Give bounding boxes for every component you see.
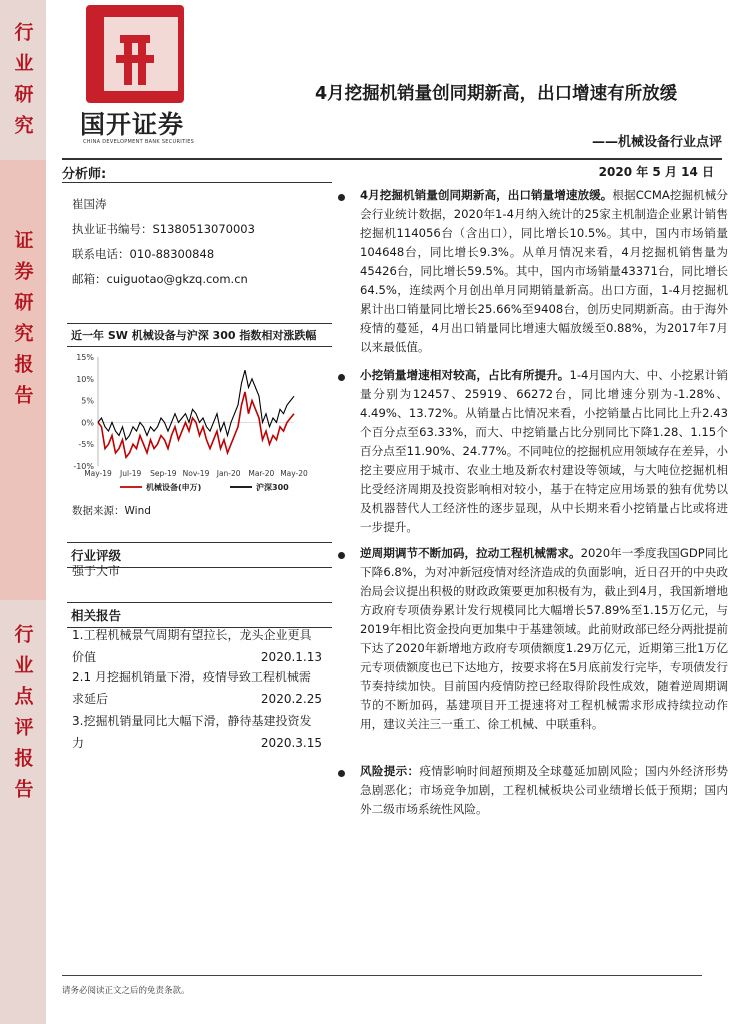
sidebar-middle-label: 证券研究报告 [11,230,34,416]
sidebar-bottom-label: 行业点评报告 [11,624,34,810]
logo-english: CHINA DEVELOPMENT BANK SECURITIES [83,139,195,145]
rating-value: 强于大市 [72,564,121,578]
sidebar [0,0,46,1024]
x-tick-label: Nov-19 [182,469,210,478]
company-logo [80,5,195,155]
sidebar-top-label: 行业研究 [11,22,34,146]
y-tick-label: 0% [81,418,94,428]
sidebar-middle [0,160,46,600]
bullet-text [360,186,728,357]
related-report-date: 2020.2.25 [260,692,322,706]
y-tick-label: 10% [76,374,94,384]
logo-mark-icon [86,5,184,103]
bullet-body: 2020年一季度我国GDP同比下降6.8%，为对冲新冠疫情对经济造成的负面影响，近日召开的中央政治局会议提出积极的财政政策要更加积极有为，截止到4月，我国新增地方政府专项债券累计发行规模同比大幅增长57.89%至1.15万亿元，与2019年相比资金投向更加集中于基建领域。此前财政部已经分两批提前下达了2020年新增地方政府专项债额度1.29万亿元，近期第三批1万亿元专项债额度也已下达地方，按要求将在5月底前发行完毕，专项债发行节奏持续加快。目前国内疫情防控已经取得阶段性成效，随着逆周期调节的不断加码，基建项目开工提速将对工程机械需求形成持续拉动作用，建议关注三一重工、徐工机械、中联重科。 [360,546,728,731]
x-tick-label: May-20 [280,469,308,478]
bullet-text [360,544,728,734]
bullet-body: 根据CCMA挖掘机械分会行业统计数据，2020年1-4月纳入统计的25家主机制造企业累计销售挖掘机114056台（含出口），同比增长10.5%。其中，国内市场销量104648台，同比增长9.3%。从单月情况来看，4月挖掘机销售量为45426台，同比增长59.5%。其中，国内市场销量43371台，同比增长64.5%，连续两个月创出单月同期销量新高。出口方面，1-4月挖掘机累计出口销量同比增长25.66%至9408台，创历史同期新高。由于海外疫情的蔓延，4月出口销量同比增速大幅放缓至0.88%，为2017年7月以来最低值。 [360,188,728,354]
y-tick-label: 5% [81,396,94,406]
related-report-2[interactable] [72,666,322,710]
logo-name: 国开证券 [80,110,185,139]
bullet-heading: 逆周期调节不断加码，拉动工程机械需求。 [360,546,581,560]
x-tick-label: Sep-19 [150,469,177,478]
bullet-dot-icon [338,552,345,559]
report-date: 2020 年 5 月 14 日 [598,165,714,179]
related-report-title: 3.挖掘机销量同比大幅下滑，静待基建投资发力 [72,714,312,750]
analyst-email[interactable]: 邮箱：cuiguotao@gkzq.com.cn [72,272,248,286]
related-heading: 相关报告 [67,602,332,628]
rating-heading: 行业评级 [67,542,332,568]
relative-performance-chart [62,345,332,495]
series-line-machinery [98,392,294,457]
data-source: 数据来源：Wind [72,505,151,517]
chart-title: 近一年 SW 机械设备与沪深 300 指数相对涨跌幅 [67,323,332,347]
chart-svg [62,345,332,495]
disclaimer-note: 请务必阅读正文之后的免责条款。 [62,986,190,996]
bullet-heading: 4月挖掘机销量创同期新高，出口销量增速放缓。 [360,188,613,202]
analyst-divider [62,182,332,183]
related-report-date: 2020.3.15 [260,736,322,750]
bullet-dot-icon [338,194,345,201]
bullet-text [360,366,728,537]
bullet-body: 疫情影响时间超预期及全球蔓延加剧风险；国内外经济形势急剧恶化；市场竞争加剧，工程机械板块公司业绩增长低于预期；国内外二级市场系统性风险。 [360,764,728,816]
bullet-dot-icon [338,770,345,777]
bullet-heading: 小挖销量增速相对较高，占比有所提升。 [360,368,570,382]
report-subtitle: ——机械设备行业点评 [591,135,722,150]
related-report-3[interactable] [72,710,322,754]
sidebar-top [0,0,46,160]
y-tick-label: 15% [76,353,94,362]
bullet-dot-icon [338,374,345,381]
x-tick-label: Jul-19 [120,469,142,478]
bullet-text [360,762,728,819]
footer-divider [62,975,702,976]
x-tick-label: Jan-20 [216,469,241,478]
header-divider [62,158,722,160]
x-tick-label: Mar-20 [248,469,275,478]
analyst-license: 执业证书编号：S1380513070003 [72,222,255,236]
analyst-name: 崔国涛 [72,197,107,211]
y-tick-label: -5% [78,440,94,450]
bullet-body: 1-4月国内大、中、小挖累计销量分别为12457、25919、66272台，同比增速分别为-1.28%、4.49%、13.72%。从销量占比情况来看，小挖销量占比同比上升2.43个百分点至63.33%，而大、中挖销量占比分别同比下降1.28、1.15个百分点至11.90%、24.77%。不同吨位的挖掘机应用领域存在差异，小挖主要应用于城市、农业土地及新农村建设等领域，与大吨位挖掘机相比受经济周期及投资影响相对较小，基于在特定应用场景的独有优势以及机器替代人工经济性的逐步显现，从中长期来看小挖销量占比或将进一步提升。 [360,368,728,534]
legend-label: 沪深300 [256,483,289,492]
bullet-heading: 风险提示： [360,764,420,778]
x-tick-label: May-19 [84,469,112,478]
y-tick-label: -10% [73,462,94,471]
analyst-label: 分析师: [62,167,107,182]
related-report-date: 2020.1.13 [260,650,322,664]
related-report-1[interactable] [72,624,322,668]
legend-label: 机械设备(申万) [146,483,202,492]
report-title: 4月挖掘机销量创同期新高，出口增速有所放缓 [315,84,678,104]
analyst-phone: 联系电话：010-88300848 [72,247,215,261]
related-report-title: 1.工程机械景气周期有望拉长，龙头企业更具价值 [72,628,312,664]
series-line-csi300 [98,370,294,440]
related-report-title: 2.1 月挖掘机销量下滑，疫情导致工程机械需求延后 [72,670,311,706]
sidebar-bottom [0,600,46,1024]
